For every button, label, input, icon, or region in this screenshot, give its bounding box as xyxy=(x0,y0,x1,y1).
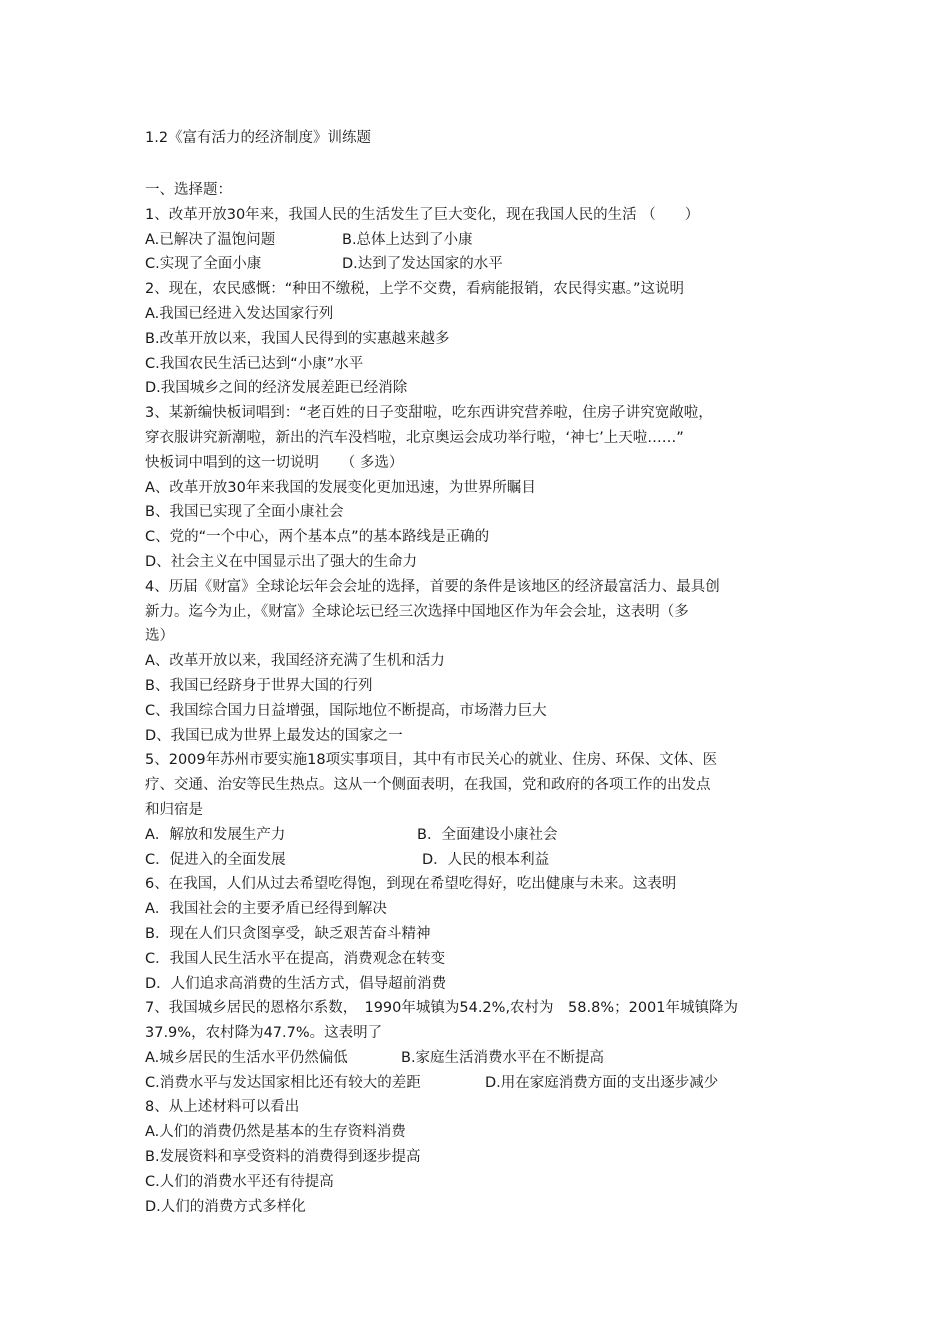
option-text: B.总体上达到了小康 xyxy=(342,231,473,248)
text-line: A.我国已经进入发达国家行列 xyxy=(145,305,334,322)
text-line: D.人们的消费方式多样化 xyxy=(145,1198,306,1215)
text-line: 疗、交通、治安等民生热点。这从一个侧面表明，在我国，党和政府的各项工作的出发点 xyxy=(145,777,711,794)
option-row xyxy=(145,1046,815,1071)
text-line: 新力。迄今为止，《财富》全球论坛已经三次选择中国地区作为年会会址，这表明（多 xyxy=(145,603,689,620)
text-line: 2、现在，农民感慨：“种田不缴税，上学不交费，看病能报销，农民得实惠。”这说明 xyxy=(145,281,684,298)
text-line: D、我国已成为世界上最发达的国家之一 xyxy=(145,727,403,744)
option-text: A.城乡居民的生活水平仍然偏低 xyxy=(145,1049,348,1066)
text-line: B．现在人们只贪图享受，缺乏艰苦奋斗精神 xyxy=(145,925,431,942)
option-text: B.家庭生活消费水平在不断提高 xyxy=(401,1049,605,1066)
option-text: A．解放和发展生产力 xyxy=(145,826,286,843)
option-text: C.消费水平与发达国家相比还有较大的差距 xyxy=(145,1074,421,1091)
option-text: A.已解决了温饱问题 xyxy=(145,231,276,248)
question-body xyxy=(145,178,815,1219)
text-line: 6、在我国，人们从过去希望吃得饱，到现在希望吃得好，吃出健康与未来。这表明 xyxy=(145,876,677,893)
text-line: D、社会主义在中国显示出了强大的生命力 xyxy=(145,553,418,570)
option-text: C.实现了全面小康 xyxy=(145,256,262,273)
option-row xyxy=(145,228,815,253)
option-text: D.达到了发达国家的水平 xyxy=(342,256,503,273)
text-line: B.改革开放以来，我国人民得到的实惠越来越多 xyxy=(145,330,450,347)
option-text: C．促进入的全面发展 xyxy=(145,851,286,868)
text-line: A、改革开放以来，我国经济充满了生机和活力 xyxy=(145,653,445,670)
option-row xyxy=(145,823,815,848)
text-line: A、改革开放30年来我国的发展变化更加迅速，为世界所瞩目 xyxy=(145,479,536,496)
text-line: 1、改革开放30年来，我国人民的生活发生了巨大变化，现在我国人民的生活 （ ） xyxy=(145,206,700,223)
text-line: 37.9%，农村降为47.7%。这表明了 xyxy=(145,1025,383,1042)
text-line: 穿衣服讲究新潮啦，新出的汽车没档啦，北京奥运会成功举行啦，‘神七’上天啦……” xyxy=(145,429,684,446)
document-title: 1.2《富有活力的经济制度》训练题 xyxy=(145,130,372,146)
text-line: B、我国已经跻身于世界大国的行列 xyxy=(145,677,373,694)
text-line: C、党的“一个中心，两个基本点”的基本路线是正确的 xyxy=(145,529,490,546)
text-line: A．我国社会的主要矛盾已经得到解决 xyxy=(145,901,387,918)
text-line: 快板词中唱到的这一切说明 （ 多选） xyxy=(145,454,404,471)
option-row xyxy=(145,252,815,277)
question-lines xyxy=(145,203,815,1220)
option-text: D.用在家庭消费方面的支出逐步减少 xyxy=(485,1074,719,1091)
text-line: A.人们的消费仍然是基本的生存资料消费 xyxy=(145,1124,406,1141)
option-text: B．全面建设小康社会 xyxy=(417,826,558,843)
section-heading: 一、选择题： xyxy=(145,182,232,198)
text-line: C.人们的消费水平还有待提高 xyxy=(145,1173,334,1190)
text-line: 7、我国城乡居民的恩格尔系数， 1990年城镇为54.2%,农村为 58.8%；2001年城镇降为 xyxy=(145,1000,739,1017)
text-line: D．人们追求高消费的生活方式，倡导超前消费 xyxy=(145,975,447,992)
text-line: B、我国已实现了全面小康社会 xyxy=(145,504,344,521)
text-line: C、我国综合国力日益增强，国际地位不断提高，市场潜力巨大 xyxy=(145,702,547,719)
option-text: D．人民的根本利益 xyxy=(422,851,550,868)
text-line: C.我国农民生活已达到“小康”水平 xyxy=(145,355,364,372)
text-line: C．我国人民生活水平在提高，消费观念在转变 xyxy=(145,950,446,967)
text-line: 8、从上述材料可以看出 xyxy=(145,1099,300,1116)
text-line: D.我国城乡之间的经济发展差距已经消除 xyxy=(145,380,408,397)
option-row xyxy=(145,1071,815,1096)
text-line: 5、2009年苏州市要实施18项实事项目，其中有市民关心的就业、住房、环保、文体、医 xyxy=(145,752,718,769)
text-line: 和归宿是 xyxy=(145,801,203,818)
text-line: 选） xyxy=(145,628,174,645)
text-line: 4、历届《财富》全球论坛年会会址的选择，首要的条件是该地区的经济最富活力、最具创 xyxy=(145,578,720,595)
option-row xyxy=(145,848,815,873)
text-line: B.发展资料和享受资料的消费得到逐步提高 xyxy=(145,1149,421,1166)
text-line: 3、某新编快板词唱到：“老百姓的日子变甜啦，吃东西讲究营养啦，住房子讲究宽敞啦， xyxy=(145,405,713,422)
